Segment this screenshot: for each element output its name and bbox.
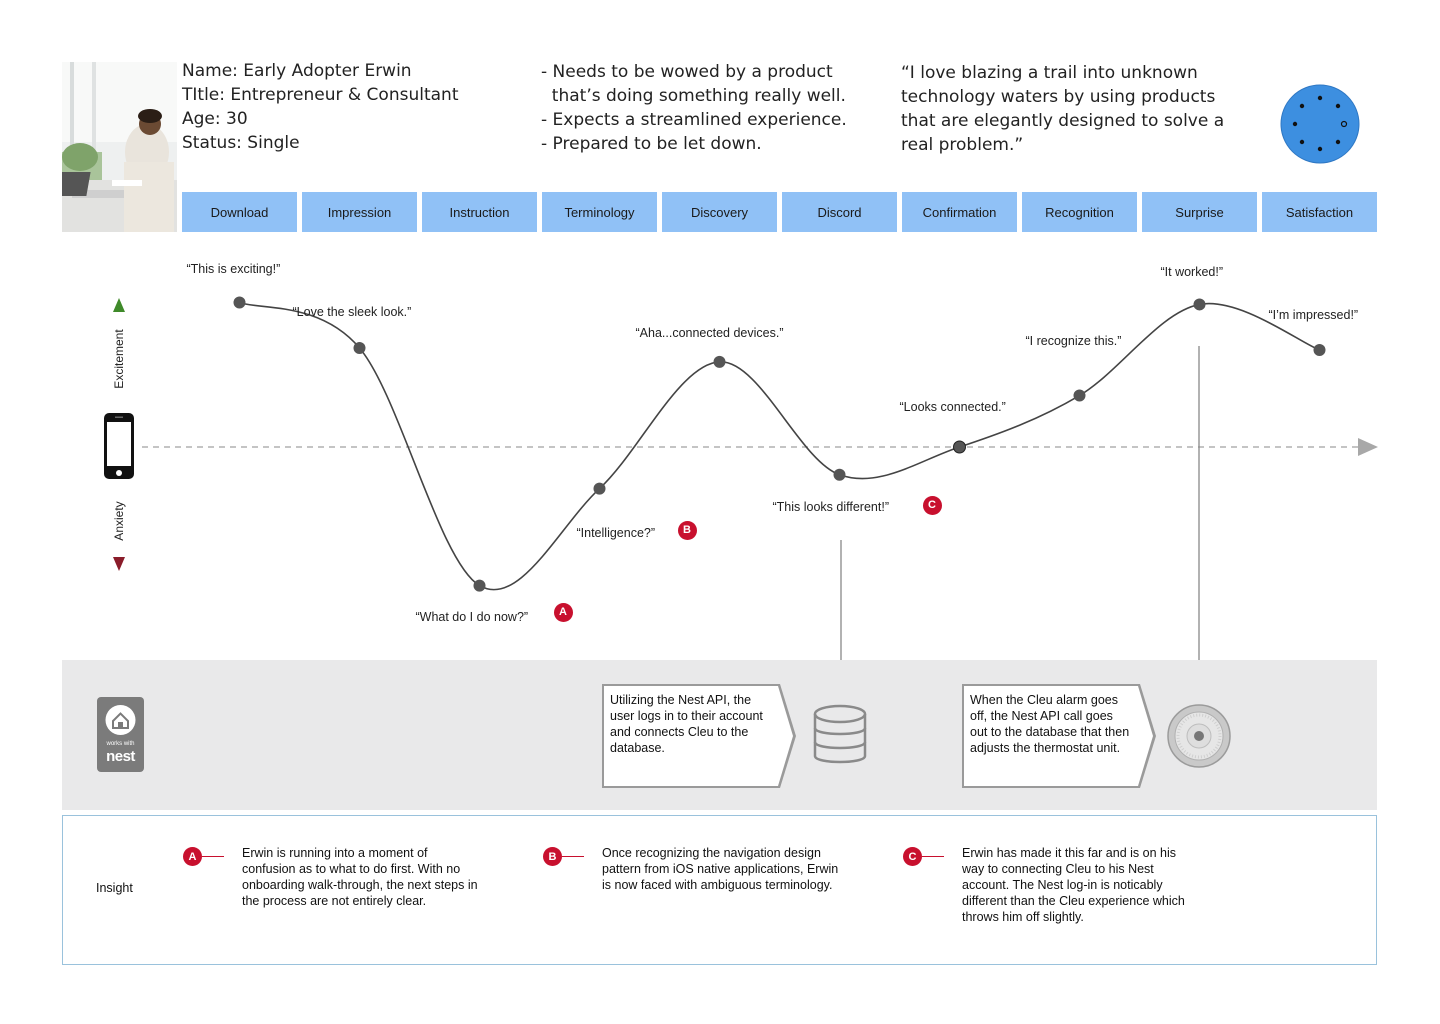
persona-title: TItle: Entrepreneur & Consultant: [182, 85, 459, 105]
cleu-device-icon: [1280, 84, 1360, 169]
emotion-point-terminology: [594, 483, 606, 495]
callout-alarm: When the Cleu alarm goes off, the Nest API call goes out to the database that then adjusts the thermostat unit.: [962, 684, 1138, 788]
persona-name: Name: Early Adopter Erwin: [182, 61, 412, 81]
chart-badge-b: B: [678, 521, 697, 540]
stage-surprise: Surprise: [1142, 192, 1257, 232]
insight-text-c: Erwin has made it this far and is on his way to connecting Cleu to his Nest account. The Nest log-in is noticably different than the Cleu experience which throws him off slightly.: [962, 846, 1185, 924]
need-item: that’s doing something really well.: [541, 86, 846, 106]
axis-label-anxiety: Anxiety: [112, 501, 126, 541]
stage-satisfaction: Satisfaction: [1262, 192, 1377, 232]
persona-status: Status: Single: [182, 133, 300, 153]
persona-details: [182, 59, 458, 155]
emotion-label-impression: “Love the sleek look.”: [292, 305, 412, 319]
stage-recognition: Recognition: [1022, 192, 1137, 232]
emotion-label-satisfaction: “I’m impressed!”: [1268, 307, 1359, 322]
emotion-point-recognition: [1074, 390, 1086, 402]
insight-connector: [562, 856, 584, 857]
emotion-point-discovery: [714, 356, 726, 368]
stage-discord: Discord: [782, 192, 897, 232]
insight-badge-b: B: [543, 847, 562, 866]
emotion-point-discord: [834, 469, 846, 481]
emotion-label-surprise: “It worked!”: [1160, 265, 1224, 280]
emotion-label-download: “This is exciting!”: [186, 262, 281, 277]
stage-confirmation: Confirmation: [902, 192, 1017, 232]
persona-age: Age: 30: [182, 109, 248, 129]
persona-needs: [541, 60, 881, 156]
emotion-point-impression: [354, 342, 366, 354]
persona-quote: “I love blazing a trail into unknown technology waters by using products that are elegantly designed to solve a real problem.”: [901, 63, 1225, 155]
callout-arrow-icon: [776, 684, 798, 793]
stage-instruction: Instruction: [422, 192, 537, 232]
emotion-label-discovery: “Aha...connected devices.”: [635, 325, 784, 340]
baseline-arrow-icon: [1358, 438, 1378, 456]
persona-photo: [62, 62, 177, 232]
up-triangle-icon: [113, 298, 125, 317]
emotion-label-confirmation: “Looks connected.”: [899, 400, 1006, 414]
axis-label-excitement: Excitement: [112, 329, 126, 389]
nest-logo: [97, 697, 144, 772]
emotion-label-terminology: “Intelligence?”: [576, 525, 656, 540]
emotion-curve: [240, 302, 1320, 589]
chart-badge-c: C: [923, 496, 942, 515]
nest-logo-tagline: works with: [106, 741, 135, 747]
chart-badge-a: A: [554, 603, 573, 622]
thermostat-icon: [1167, 704, 1231, 773]
insight-connector: [922, 856, 944, 857]
emotion-label-instruction: “What do I do now?”: [415, 609, 529, 624]
need-item: - Needs to be wowed by a product: [541, 62, 833, 82]
callout-arrow-icon: [1136, 684, 1158, 793]
phone-icon: [103, 412, 135, 485]
down-triangle-icon: [113, 557, 125, 576]
insight-badge-c: C: [903, 847, 922, 866]
emotion-label-discord: “This looks different!”: [772, 499, 889, 514]
insight-connector: [202, 856, 224, 857]
insight-text-b: Once recognizing the navigation design pattern from iOS native applications, Erwin is now faced with ambiguous terminology.: [602, 846, 839, 892]
need-item: - Prepared to be let down.: [541, 134, 762, 154]
emotion-point-satisfaction: [1314, 344, 1326, 356]
insight-badge-a: A: [183, 847, 202, 866]
emotion-point-confirmation: [954, 441, 966, 453]
emotion-point-download: [234, 296, 246, 308]
insight-label: Insight: [96, 881, 133, 895]
stage-impression: Impression: [302, 192, 417, 232]
stage-terminology: Terminology: [542, 192, 657, 232]
emotion-point-instruction: [474, 580, 486, 592]
stage-download: Download: [182, 192, 297, 232]
emotion-point-surprise: [1194, 298, 1206, 310]
callout-nest-api: Utilizing the Nest API, the user logs in to their account and connects Cleu to the database.: [602, 684, 778, 788]
need-item: - Expects a streamlined experience.: [541, 110, 847, 130]
emotion-label-recognition: “I recognize this.”: [1025, 333, 1122, 348]
journey-stages: [182, 192, 1377, 232]
database-icon: [812, 704, 868, 775]
stage-discovery: Discovery: [662, 192, 777, 232]
nest-logo-brand: nest: [106, 748, 135, 765]
insight-text-a: Erwin is running into a moment of confusion as to what to do first. With no onboarding walk-through, the next steps in the process are not entirely clear.: [242, 846, 478, 908]
